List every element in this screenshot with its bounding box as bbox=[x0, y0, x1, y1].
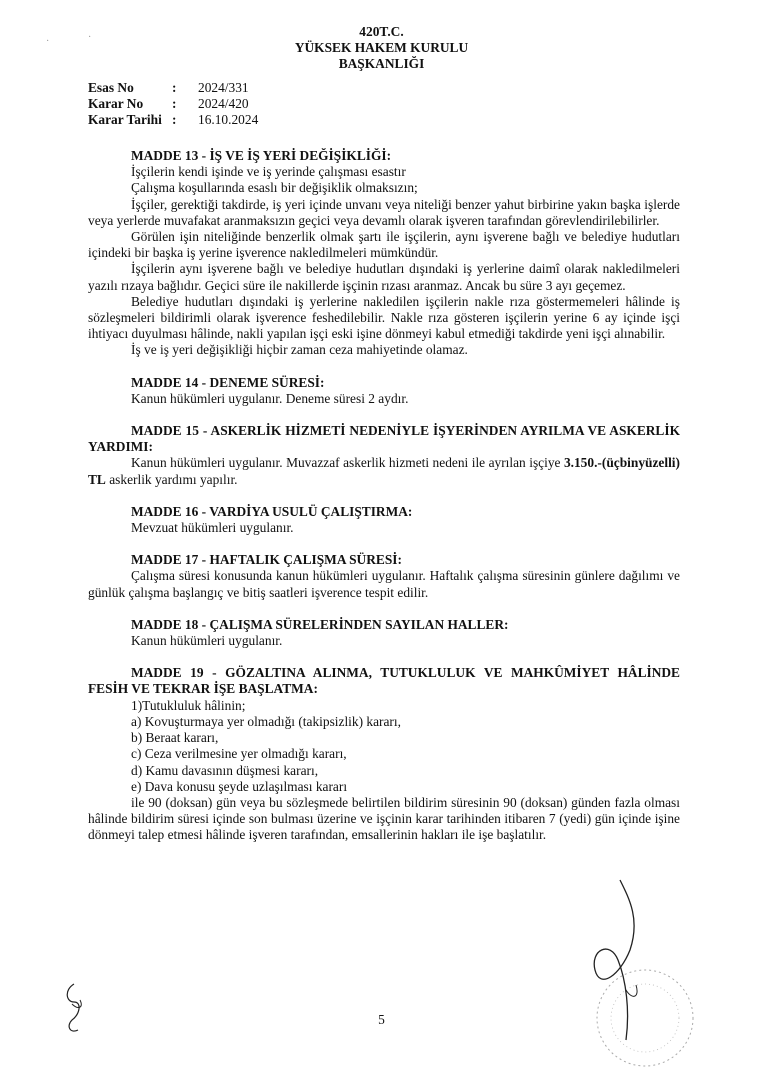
meta-row-karar bbox=[88, 96, 258, 112]
paragraph: Mevzuat hükümleri uygulanır. bbox=[131, 520, 294, 536]
header-line-2: YÜKSEK HAKEM KURULU bbox=[294, 40, 469, 55]
article-16-title: MADDE 16 - VARDİYA USULÜ ÇALIŞTIRMA: bbox=[131, 503, 413, 519]
case-meta bbox=[88, 80, 258, 129]
list-item: c) Ceza verilmesine yer olmadığı kararı, bbox=[131, 746, 347, 762]
meta-label: Esas No bbox=[88, 80, 134, 95]
meta-value: 16.10.2024 bbox=[198, 112, 259, 128]
article-15-title: MADDE 15 - ASKERLİK HİZMETİ NEDENİYLE İŞYERİNDEN AYRILMA VE ASKERLİK YARDIMI: bbox=[88, 423, 680, 455]
amount-bold: 3.150.-(üçbinyüzelli) TL bbox=[88, 455, 680, 487]
list-item: d) Kamu davasının düşmesi kararı, bbox=[131, 762, 319, 778]
meta-sep: : bbox=[172, 112, 177, 128]
paragraph: Çalışma süresi konusunda kanun hükümleri uygulanır. Haftalık çalışma süresinin günlere dağılımı ve günlük çalışma başlangıç ve bitiş saatleri işverence tespit edilir. bbox=[88, 568, 680, 600]
meta-row-tarih bbox=[88, 112, 258, 128]
paragraph: Çalışma koşullarında esaslı bir değişiklik olmaksızın; bbox=[131, 180, 418, 196]
document-body bbox=[88, 148, 680, 844]
article-18-title: MADDE 18 - ÇALIŞMA SÜRELERİNDEN SAYILAN HALLER: bbox=[131, 616, 509, 632]
article-17-title: MADDE 17 - HAFTALIK ÇALIŞMA SÜRESİ: bbox=[131, 552, 402, 568]
meta-sep: : bbox=[172, 96, 177, 112]
list-item: b) Beraat kararı, bbox=[131, 730, 219, 746]
list-item: e) Dava konusu şeyde uzlaşılması kararı bbox=[131, 778, 348, 794]
meta-value: 2024/331 bbox=[198, 80, 249, 95]
meta-sep: : bbox=[172, 80, 177, 95]
paragraph: Görülen işin niteliğinde benzerlik olmak şartı ile işçilerin, aynı işverene bağlı ve belediye hudutları içindeki bir başka iş yerine işverence nakledilmeleri mümkündür. bbox=[88, 229, 680, 261]
scan-speck: · bbox=[46, 36, 50, 47]
list-item: 1)Tutukluluk hâlinin; bbox=[131, 697, 246, 713]
list-item: a) Kovuşturmaya yer olmadığı (takipsizlik) kararı, bbox=[131, 713, 401, 729]
scan-speck: · bbox=[88, 32, 92, 43]
meta-label: Karar No bbox=[88, 96, 144, 112]
paragraph: İşçilerin aynı işverene bağlı ve belediye hudutları dışındaki iş yerlerine daimî olarak nakledilmeleri yazılı rızaya bağlıdır. Geçici süre ile nakillerde işçinin rızası aranmaz. Ancak bu süre 3 ayı geçemez. bbox=[88, 261, 680, 293]
meta-row-esas bbox=[88, 80, 258, 96]
header-line-1: 420T.C. bbox=[359, 24, 404, 39]
article-14-title: MADDE 14 - DENEME SÜRESİ: bbox=[131, 374, 325, 390]
page-number: 5 bbox=[378, 1012, 385, 1027]
text-run: askerlik yardımı yapılır. bbox=[105, 471, 238, 487]
paragraph: Kanun hükümleri uygulanır. Deneme süresi 2 aydır. bbox=[131, 390, 409, 406]
article-19-title: MADDE 19 - GÖZALTINA ALINMA, TUTUKLULUK VE MAHKÛMİYET HÂLİNDE FESİH VE TEKRAR İŞE BAŞLATMA: bbox=[88, 665, 680, 697]
meta-value: 2024/420 bbox=[198, 96, 249, 112]
meta-label: Karar Tarihi bbox=[88, 112, 162, 128]
paragraph bbox=[88, 455, 680, 487]
paragraph: İşçiler, gerektiği takdirde, iş yeri içinde unvanı veya niteliği benzer yahut birbirine yakın başka işlerde veya yerlerde muvafakat aranmaksızın geçici veya devamlı olarak işveren tarafından görevlendirilebilirler. bbox=[88, 196, 680, 228]
signature-scribble-icon bbox=[60, 980, 90, 1040]
paragraph: İş ve iş yeri değişikliği hiçbir zaman ceza mahiyetinde olamaz. bbox=[131, 342, 468, 358]
article-13-title: MADDE 13 - İŞ VE İŞ YERİ DEĞİŞİKLİĞİ: bbox=[131, 148, 392, 163]
text-run: Kanun hükümleri uygulanır. Muvazzaf askerlik hizmeti nedeni ile ayrılan işçiye bbox=[131, 455, 564, 471]
paragraph: Belediye hudutları dışındaki iş yerlerine nakledilen işçilerin nakle rıza göstermemeleri hâlinde iş sözleşmeleri bildirimli olarak işverence feshedilebilir. Nakle rıza gösteren işçilerin yerine 6 ay içinde işçi ihtiyacı duyulması hâlinde, nakli yapılan işçi eski işine dönmeyi kabul etmediği takdirde yeni işçi alınabilir. bbox=[88, 293, 680, 342]
header-line-3: BAŞKANLIĞI bbox=[338, 56, 425, 71]
paragraph: Kanun hükümleri uygulanır. bbox=[131, 633, 283, 649]
paragraph: ile 90 (doksan) gün veya bu sözleşmede belirtilen bildirim süresinin 90 (doksan) günden fazla olması hâlinde bildirim süresi içinde son bulması üzerine ve işçinin karar tarihinden itibaren 7 (yedi) gün içinde işine dönmeyi talep etmesi hâlinde işveren tarafından, emsallerinin hakları ile işe başlatılır. bbox=[88, 794, 680, 843]
paragraph: İşçilerin kendi işinde ve iş yerinde çalışması esastır bbox=[131, 164, 406, 180]
